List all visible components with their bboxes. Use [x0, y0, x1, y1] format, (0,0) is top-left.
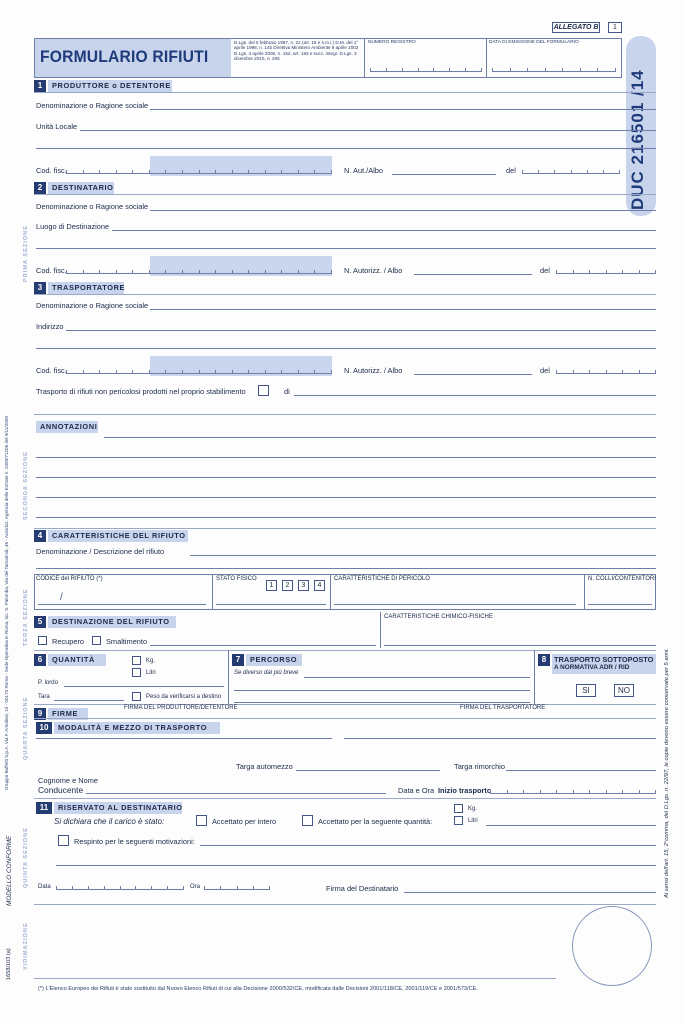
s3-del-label: del: [540, 366, 550, 375]
section-4-number: 4: [34, 530, 46, 542]
s5-chimico-field[interactable]: [384, 645, 656, 646]
s4-stato-4[interactable]: 4: [314, 580, 325, 591]
s10-conducente-field[interactable]: [86, 793, 386, 794]
annotazioni-line-3[interactable]: [36, 477, 656, 478]
s2-naut-field[interactable]: [414, 274, 532, 275]
s7-percorso-line-3[interactable]: [234, 702, 530, 703]
vidimazione-stamp-circle: [572, 906, 652, 986]
s4-pericolo-label: CARATTERISTICHE DI PERICOLO: [334, 576, 430, 582]
s3-del-field[interactable]: [556, 364, 656, 374]
section-8-number: 8: [538, 654, 550, 666]
s11-firma-label: Firma del Destinatario: [326, 884, 399, 893]
s5-chimico-label: CARATTERISTICHE CHIMICO-FISICHE: [384, 614, 493, 620]
s4-pericolo-field[interactable]: [334, 604, 576, 605]
s4-descr-field[interactable]: [190, 555, 656, 556]
section-6-title: QUANTITÀ: [48, 654, 106, 666]
s4-stato-2[interactable]: 2: [282, 580, 293, 591]
s1-denominazione-label: Denominazione o Ragione sociale: [36, 101, 149, 110]
s11-kg-label: Kg.: [468, 806, 478, 812]
s11-ora-label: Ora: [190, 884, 201, 890]
s9-firma-produttore-field[interactable]: [36, 738, 332, 739]
section-5-title: DESTINAZIONE DEL RIFIUTO: [48, 616, 176, 628]
s10-targa-label: Targa automezzo: [236, 762, 293, 771]
printer-info: Gruppo Buffetti S.p.A. Via F. Antolisei, 10 - 00173 Roma - Sede Operativa in Roma, loc. S. Palomba, Via del Tamarindi, 48 - Autorizz. Agenzia delle Entrate n. 2009/71206 del 9/11/2009: [4, 416, 9, 790]
s8-no-option[interactable]: NO: [614, 684, 634, 697]
serial-number: DUC 216501 /14: [628, 69, 647, 210]
s4-stato-label: STATO FISICO: [216, 576, 257, 582]
s10-rimorchio-label: Targa rimorchio: [454, 762, 505, 771]
section-8-title-1: TRASPORTO SOTTOPOSTO: [554, 655, 654, 664]
s11-quantita-field[interactable]: [486, 825, 656, 826]
s11-dichiara-label: Si dichiara che il carico è stato:: [54, 817, 165, 826]
form-page: ALLEGATO B 1 FORMULARIO RIFIUTI D.Lgs. del 5 febbraio 1997, n. 22 (art. 15 e s.m.i.) D.M. del 1° aprile 1998, n. 145 Direttiva Ministero Ambiente 9 aprile 2002 D.Lgs. 3 aprile 2006, n. 152, art. 193 e succ. integr. D.Lgs. 3 dicembre 2010, n. 205 NUMERO REGISTRO DATA DI EMISSIONE DEL FORMULARIO DUC 216501 /14 1 PRODUTTORE o DETENTORE Denominazione o Ragione sociale Unità Locale Cod. fisc. N. Aut./Albo del 2 DESTINATARIO Denominazione o Ragione sociale Luogo di Destinazione Cod. fisc. N. Autorizz. / Albo del 3 TRASPORTATORE Denominazione o Ragione sociale Indirizzo Cod. fisc. N. Autorizz. / Albo del Trasporto di rifiuti non pericolosi prodotti nel proprio stabilimento di ANNOTAZIONI 4 CARATTERISTICHE DEL RIFIUTO Denominazione / Descrizione del rifiuto CODICE del RIFIUTO (*) / STATO FISICO 1 2 3 4 CARATTERISTICHE DI PERICOLO N. COLLI/CONTENITORI 5 DESTINAZIONE DEL RIFIUTO Recupero Smaltimento CARATTERISTICHE CHIMICO-FISICHE 6 QUANTITÀ Kg. Litri P. lordo Tara Peso da verificarsi a destino 7 PERCORSO Se diverso dal più breve 8 TRASPORTO SOTTOPOSTO A NORMATIVA ADR / RID SI NO 9 FIRME FIRMA DEL PRODUTTORE/DETENTORE FIRMA DEL TRASPORTATORE 10 MODALITÀ E MEZZO DI TRASPORTO Targa automezzo Targa rimorchio Cognome e Nome Conducente Data e Ora Inizio trasporto 11 RISERVATO AL DESTINATARIO Si dichiara che il carico è stato: Accettato per intero Accettato per la seguente quantità: Kg. Litri Respinto per le seguenti motivazioni: Data Ora Firma del Destinatario (*) L'Elenco Europeo dei Rifiuti è stato sostituito dal Nuovo Elenco Rifiuti di cui alla Decisione 2000/532/CE, modificata dalle Decisioni 2001/118/CE, 2001/119/CE e 2001/573/CE. Gruppo Buffetti S.p.A. Via F. Antolisei, 10 - 00173 Roma - Sede Operativa in Roma, loc. S. Palomba, Via del Tamarindi, 48 - Autorizz. Agenzia delle Entrate n. 2009/71206 del 9/11/2009 MODELLO CONFORME 1658/103 (a) PRIMA SEZIONE SECONDA SEZIONE TERZA SEZIONE QUARTA SEZIONE QUINTA SEZIONE VIDIMAZIONE Ai sensi dell'art. 15, 2°comma, del D.Lgs. n. 22/97, le copie devono essere conservate per 5 anni.: [0, 0, 684, 1024]
s5-smaltimento-label: Smaltimento: [106, 637, 148, 646]
s11-ora-field[interactable]: [204, 880, 270, 890]
section-6-number: 6: [34, 654, 46, 666]
s11-accettato-label: Accettato per intero: [212, 817, 277, 826]
s4-stato-3[interactable]: 3: [298, 580, 309, 591]
s4-codice-label: CODICE del RIFIUTO (*): [36, 576, 103, 582]
annotazioni-line-4[interactable]: [36, 497, 656, 498]
section-10-title: MODALITÀ E MEZZO DI TRASPORTO: [54, 722, 220, 734]
s11-litri-label: Litri: [468, 818, 478, 824]
s10-cognome-label: Cognome e Nome: [38, 776, 98, 785]
s11-motivazioni-line-1[interactable]: [200, 845, 656, 846]
section-8-title-2: A NORMATIVA ADR / RID: [554, 664, 630, 671]
section-9-number: 9: [34, 708, 46, 720]
s2-denominazione-field[interactable]: [150, 210, 656, 211]
s11-accettato-quantita-label: Accettato per la seguente quantità:: [318, 817, 433, 826]
modello-conforme: MODELLO CONFORME: [6, 835, 13, 906]
s2-del-label: del: [540, 266, 550, 275]
s11-respinto-checkbox[interactable]: [58, 835, 69, 846]
s6-kg-label: Kg.: [146, 658, 156, 664]
s10-data-ora-field[interactable]: [490, 784, 656, 794]
side-quinta-sezione: QUINTA SEZIONE: [23, 827, 29, 888]
s4-stato-1[interactable]: 1: [266, 580, 277, 591]
s11-accettato-checkbox[interactable]: [196, 815, 207, 826]
s11-data-field[interactable]: [56, 880, 184, 890]
s4-codice-field[interactable]: [38, 604, 206, 605]
side-quarta-sezione: QUARTA SEZIONE: [23, 696, 29, 760]
section-7-title: PERCORSO: [246, 654, 302, 666]
section-11-number: 11: [36, 802, 52, 814]
s9-firma-trasportatore-label: FIRMA DEL TRASPORTATORE: [460, 705, 546, 711]
s11-data-label: Data: [38, 884, 51, 890]
numero-registro-field[interactable]: [370, 62, 482, 72]
s1-unita-label: Unità Locale: [36, 122, 78, 131]
side-terza-sezione: TERZA SEZIONE: [23, 588, 29, 646]
annotazioni-line-5[interactable]: [36, 517, 656, 518]
s4-colli-field[interactable]: [588, 604, 652, 605]
s4-descr-label: Denominazione / Descrizione del rifiuto: [36, 547, 165, 556]
s1-del-label: del: [506, 166, 516, 175]
s3-indirizzo-label: Indirizzo: [36, 322, 64, 331]
section-5-number: 5: [34, 616, 46, 628]
s3-indirizzo-field[interactable]: [66, 330, 656, 331]
s6-tara-field[interactable]: [54, 700, 124, 701]
s9-firma-trasportatore-field[interactable]: [344, 738, 656, 739]
s3-trasporto-checkbox[interactable]: [258, 385, 269, 396]
s10-inizio-label: Inizio trasporto: [438, 786, 492, 795]
s7-percorso-line-2[interactable]: [234, 690, 530, 691]
s3-trasporto-label: Trasporto di rifiuti non pericolosi prodotti nel proprio stabilimento: [36, 387, 246, 396]
annotazioni-title: ANNOTAZIONI: [36, 421, 98, 433]
s10-rimorchio-field[interactable]: [506, 770, 656, 771]
footnote: (*) L'Elenco Europeo dei Rifiuti è stato sostituito dal Nuovo Elenco Rifiuti di cui alla Decisione 2000/532/CE, modificata dalle Decisioni 2001/118/CE, 2001/119/CE e 2001/573/CE.: [38, 986, 478, 992]
s1-naut-label: N. Aut./Albo: [344, 166, 384, 175]
s9-firma-produttore-label: FIRMA DEL PRODUTTORE/DETENTORE: [124, 705, 238, 711]
s2-naut-label: N. Autorizz. / Albo: [344, 266, 403, 275]
section-4-title: CARATTERISTICHE DEL RIFIUTO: [48, 530, 188, 542]
side-seconda-sezione: SECONDA SEZIONE: [23, 451, 29, 520]
s10-targa-field[interactable]: [296, 770, 440, 771]
form-code: 1658/103 (a): [6, 948, 12, 980]
s3-codfisc-label: Cod. fisc.: [36, 366, 67, 375]
section-7-number: 7: [232, 654, 244, 666]
s6-litri-label: Litri: [146, 670, 156, 676]
s11-kg-checkbox[interactable]: [454, 804, 463, 813]
s3-codfisc-field[interactable]: [66, 364, 332, 374]
s6-plordo-field[interactable]: [64, 686, 224, 687]
s2-codfisc-label: Cod. fisc.: [36, 266, 67, 275]
s11-firma-field[interactable]: [404, 892, 656, 893]
s3-di-label: di: [284, 387, 290, 396]
form-title: FORMULARIO RIFIUTI: [40, 47, 209, 66]
s6-tara-label: Tara: [38, 694, 50, 700]
s1-codfisc-label: Cod. fisc.: [36, 166, 67, 175]
s6-peso-checkbox[interactable]: [132, 692, 141, 701]
s5-recupero-label: Recupero: [52, 637, 85, 646]
s6-kg-checkbox[interactable]: [132, 656, 141, 665]
section-3-number: 3: [34, 282, 46, 294]
s6-peso-label: Peso da verificarsi a destino: [146, 694, 222, 700]
s10-conducente-label: Conducente: [38, 785, 84, 795]
s5-smaltimento-checkbox[interactable]: [92, 636, 101, 645]
s1-del-field[interactable]: [522, 164, 620, 174]
s3-di-field[interactable]: [294, 395, 656, 396]
section-2-title: DESTINATARIO: [48, 182, 114, 194]
s11-accettato-quantita-checkbox[interactable]: [302, 815, 313, 826]
s6-plordo-label: P. lordo: [38, 680, 58, 686]
s3-naut-field[interactable]: [414, 374, 532, 375]
s3-naut-label: N. Autorizz. / Albo: [344, 366, 403, 375]
s2-del-field[interactable]: [556, 264, 656, 274]
s11-respinto-label: Respinto per le seguenti motivazioni:: [74, 837, 195, 846]
section-3-title: TRASPORTATORE: [48, 282, 124, 294]
s2-codfisc-field[interactable]: [66, 264, 332, 274]
data-emissione-label: DATA DI EMISSIONE DEL FORMULARIO: [489, 40, 579, 45]
annotazioni-line-1[interactable]: [104, 437, 656, 438]
s1-unita-field[interactable]: [80, 130, 656, 131]
s10-data-ora-label: Data e Ora: [398, 786, 435, 795]
section-9-title: FIRME: [48, 708, 88, 720]
section-1-title: PRODUTTORE o DETENTORE: [48, 80, 172, 92]
s2-luogo-label: Luogo di Destinazione: [36, 222, 110, 231]
s7-percorso-line-1[interactable]: [304, 677, 530, 678]
s5-recupero-checkbox[interactable]: [38, 636, 47, 645]
allegato-label: ALLEGATO B: [553, 24, 599, 31]
s1-denominazione-field[interactable]: [150, 109, 656, 110]
s3-denominazione-field[interactable]: [150, 309, 656, 310]
data-emissione-field[interactable]: [492, 62, 616, 72]
numero-registro-label: NUMERO REGISTRO: [368, 40, 416, 45]
section-10-number: 10: [36, 722, 52, 734]
side-vidimazione: VIDIMAZIONE: [23, 922, 29, 970]
section-1-number: 1: [34, 80, 46, 92]
s7-diverso-label: Se diverso dal più breve: [234, 670, 299, 676]
s3-denominazione-label: Denominazione o Ragione sociale: [36, 301, 149, 310]
side-prima-sezione: PRIMA SEZIONE: [23, 225, 29, 282]
legal-references: D.Lgs. del 5 febbraio 1997, n. 22 (art. 15 e s.m.i.) D.M. del 1° aprile 1998, n. 145 Direttiva Ministero Ambiente 9 aprile 2002 D.Lgs. 3 aprile 2006, n. 152, art. 193 e succ. integr. D.Lgs. 3 dicembre 2010, n. 205: [234, 40, 359, 62]
s2-denominazione-label: Denominazione o Ragione sociale: [36, 202, 149, 211]
s11-litri-checkbox[interactable]: [454, 816, 463, 825]
s1-codfisc-field[interactable]: [66, 164, 332, 174]
s11-motivazioni-line-2[interactable]: [56, 865, 656, 866]
conservation-note: Ai sensi dell'art. 15, 2°comma, del D.Lgs. n. 22/97, le copie devono essere conservate per 5 anni.: [664, 648, 670, 898]
s4-colli-label: N. COLLI/CONTENITORI: [588, 576, 656, 582]
allegato-number: 1: [608, 22, 622, 33]
s6-litri-checkbox[interactable]: [132, 668, 141, 677]
section-2-number: 2: [34, 182, 46, 194]
annotazioni-line-2[interactable]: [36, 457, 656, 458]
s8-si-option[interactable]: SI: [576, 684, 596, 697]
s1-naut-field[interactable]: [392, 174, 496, 175]
section-11-title: RISERVATO AL DESTINATARIO: [54, 802, 182, 814]
s2-luogo-field[interactable]: [112, 230, 656, 231]
